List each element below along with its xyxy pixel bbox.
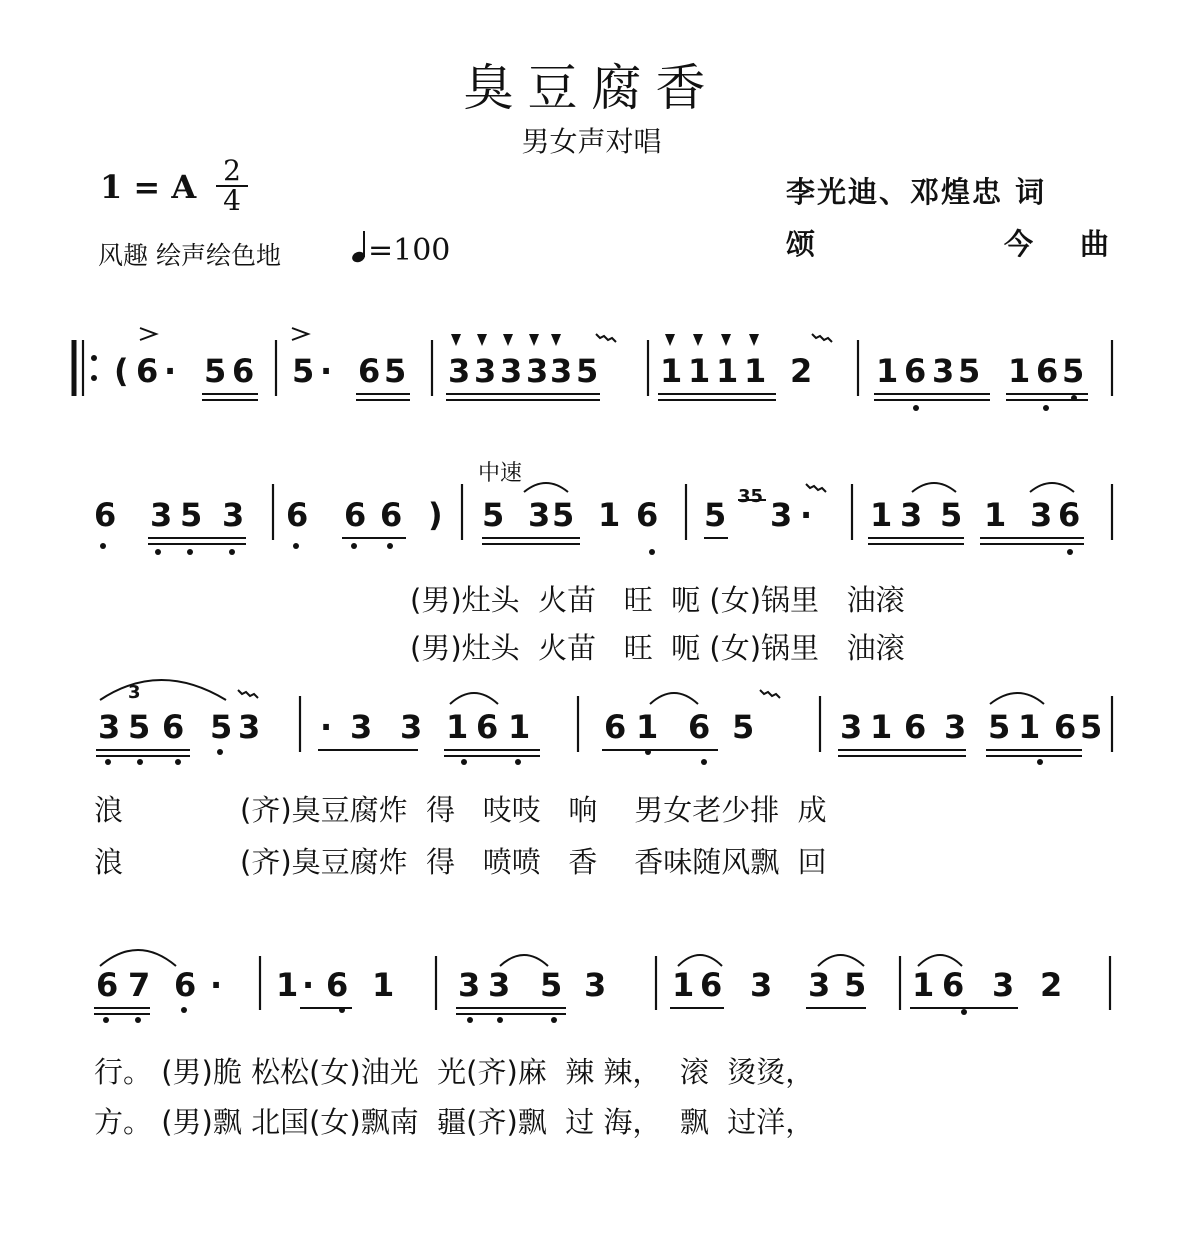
slur bbox=[818, 955, 864, 966]
song-title: 臭豆腐香 bbox=[463, 59, 720, 117]
notation-notes bbox=[94, 352, 1102, 1023]
note: 3 bbox=[98, 708, 121, 746]
octave-dot bbox=[135, 1017, 141, 1023]
octave-dot bbox=[649, 549, 655, 555]
octave-dot bbox=[461, 759, 467, 765]
note: 5 bbox=[844, 966, 867, 1004]
note: 3 bbox=[488, 966, 511, 1004]
staccato-mark bbox=[451, 334, 461, 346]
slur bbox=[990, 693, 1044, 704]
octave-dot bbox=[229, 549, 235, 555]
slur bbox=[1030, 483, 1074, 492]
note: 1 bbox=[984, 496, 1007, 534]
glissando-mark bbox=[812, 334, 832, 342]
slur bbox=[500, 955, 548, 966]
octave-dot bbox=[645, 749, 651, 755]
note: 1 bbox=[598, 496, 621, 534]
note: 6 bbox=[232, 352, 255, 390]
note: 5 bbox=[576, 352, 599, 390]
octave-dot bbox=[100, 543, 106, 549]
octave-dot bbox=[913, 405, 919, 411]
note: 6 bbox=[1054, 708, 1077, 746]
note: 6 bbox=[688, 708, 711, 746]
glissando-mark bbox=[596, 334, 616, 342]
octave-dot bbox=[387, 543, 393, 549]
octave-dot bbox=[515, 759, 521, 765]
augmentation-dot: · bbox=[164, 352, 177, 390]
note: 3 bbox=[500, 352, 523, 390]
slur bbox=[678, 955, 722, 966]
lyric-row4-verse2: 方。 (男)飘 北国(女)飘南 疆(齐)飘 过 海， 飘 过洋， bbox=[94, 1105, 815, 1139]
note: 6 bbox=[636, 496, 659, 534]
time-signature-top: 2 bbox=[223, 154, 241, 187]
note: 1 bbox=[508, 708, 531, 746]
lyric-row3-verse1-start: 浪 bbox=[94, 793, 124, 827]
staccato-mark bbox=[721, 334, 731, 346]
note: 6 bbox=[136, 352, 159, 390]
note: 3 bbox=[770, 496, 793, 534]
note: 3 bbox=[150, 496, 173, 534]
note: 1 bbox=[636, 708, 659, 746]
staccato-mark bbox=[693, 334, 703, 346]
octave-dot bbox=[155, 549, 161, 555]
accent-mark bbox=[292, 328, 308, 340]
slur bbox=[450, 693, 498, 704]
note: 5 bbox=[1080, 708, 1103, 746]
note: 1 bbox=[446, 708, 469, 746]
accent-mark bbox=[140, 328, 156, 340]
note: 6 bbox=[942, 966, 965, 1004]
octave-dot bbox=[187, 549, 193, 555]
note: 5 bbox=[384, 352, 407, 390]
note: 1 bbox=[716, 352, 739, 390]
octave-dot bbox=[961, 1009, 967, 1015]
note: 1 bbox=[870, 708, 893, 746]
note: 1 bbox=[672, 966, 695, 1004]
note: 1 bbox=[1008, 352, 1031, 390]
note: 5 bbox=[988, 708, 1011, 746]
slur bbox=[100, 680, 226, 700]
note: 1 bbox=[1018, 708, 1041, 746]
note: 5 bbox=[732, 708, 755, 746]
expression-marking: 风趣 绘声绘色地 bbox=[98, 241, 281, 270]
lyricist-credit: 李光迪、邓煌忠 词 bbox=[786, 175, 1047, 209]
note: 5 bbox=[1062, 352, 1085, 390]
note: 5 bbox=[204, 352, 227, 390]
note: 3 bbox=[238, 708, 261, 746]
octave-dot bbox=[1037, 759, 1043, 765]
glissando-mark bbox=[238, 690, 258, 698]
note: 6 bbox=[162, 708, 185, 746]
note: 7 bbox=[128, 966, 151, 1004]
composer-given-name: 今 bbox=[1004, 227, 1036, 261]
lyric-row3-verse2-start: 浪 bbox=[94, 845, 124, 879]
tempo-change-marking: 中速 bbox=[478, 461, 523, 486]
composer-surname: 颂 bbox=[786, 227, 818, 261]
octave-dot bbox=[351, 543, 357, 549]
lyric-row4-verse1: 行。 (男)脆 松松(女)油光 光(齐)麻 辣 辣， 滚 烫烫， bbox=[94, 1055, 815, 1089]
slur bbox=[100, 950, 176, 966]
note: 2 bbox=[790, 352, 813, 390]
lyric-row2-verse1: (男)灶头 火苗 旺 呃 (女)锅里 油滚 bbox=[410, 583, 905, 617]
octave-dot bbox=[497, 1017, 503, 1023]
note: 6 bbox=[344, 496, 367, 534]
grace-notes: 35 bbox=[738, 486, 764, 507]
repeat-dot bbox=[91, 375, 97, 381]
note: 3 bbox=[474, 352, 497, 390]
lyric-row3-verse2: (齐)臭豆腐炸 得 喷喷 香 香味随风飘 回 bbox=[240, 845, 827, 879]
staccato-mark bbox=[477, 334, 487, 346]
octave-dot bbox=[551, 1017, 557, 1023]
octave-dot bbox=[467, 1017, 473, 1023]
augmentation-dot: · bbox=[210, 966, 223, 1004]
slur bbox=[912, 483, 956, 492]
note: 3 bbox=[550, 352, 573, 390]
octave-dot bbox=[137, 759, 143, 765]
note: 3 bbox=[350, 708, 373, 746]
augmentation-dot: · bbox=[320, 708, 333, 746]
note: 1 bbox=[276, 966, 299, 1004]
note: 1 bbox=[372, 966, 395, 1004]
note: 3 bbox=[900, 496, 923, 534]
slur bbox=[650, 693, 698, 704]
time-signature-bottom: 4 bbox=[223, 184, 241, 217]
note: 2 bbox=[1040, 966, 1063, 1004]
slur bbox=[524, 483, 568, 492]
staccato-mark bbox=[665, 334, 675, 346]
bracket: ) bbox=[428, 496, 443, 534]
octave-dot bbox=[293, 543, 299, 549]
note: 6 bbox=[326, 966, 349, 1004]
note: 3 bbox=[222, 496, 245, 534]
note: 3 bbox=[448, 352, 471, 390]
note: 6 bbox=[904, 708, 927, 746]
song-subtitle: 男女声对唱 bbox=[521, 125, 662, 158]
note: 3 bbox=[526, 352, 549, 390]
note: 6 bbox=[286, 496, 309, 534]
lyric-row3-verse1: (齐)臭豆腐炸 得 吱吱 响 男女老少排 成 bbox=[240, 793, 827, 827]
octave-dot bbox=[105, 759, 111, 765]
note: 6 bbox=[904, 352, 927, 390]
note: 5 bbox=[540, 966, 563, 1004]
octave-dot bbox=[701, 759, 707, 765]
augmentation-dot: · bbox=[800, 496, 813, 534]
staccato-mark bbox=[529, 334, 539, 346]
note: 3 bbox=[458, 966, 481, 1004]
note: 6 bbox=[604, 708, 627, 746]
note: 5 bbox=[940, 496, 963, 534]
key-signature: 1 = A bbox=[100, 168, 197, 206]
staccato-mark bbox=[551, 334, 561, 346]
octave-dot bbox=[103, 1017, 109, 1023]
glissando-mark bbox=[806, 484, 826, 492]
note: 5 bbox=[292, 352, 315, 390]
octave-dot bbox=[217, 749, 223, 755]
staccato-mark bbox=[503, 334, 513, 346]
note: 6 bbox=[1036, 352, 1059, 390]
note: 5 bbox=[210, 708, 233, 746]
augmentation-dot: · bbox=[302, 966, 315, 1004]
note: 5 bbox=[180, 496, 203, 534]
bracket: ( bbox=[114, 352, 129, 390]
note: 3 bbox=[1030, 496, 1053, 534]
note: 5 bbox=[552, 496, 575, 534]
note: 1 bbox=[660, 352, 683, 390]
note: 1 bbox=[876, 352, 899, 390]
octave-dot bbox=[181, 1007, 187, 1013]
note: 6 bbox=[380, 496, 403, 534]
octave-dot bbox=[339, 1007, 345, 1013]
octave-dot bbox=[175, 759, 181, 765]
note: 3 bbox=[584, 966, 607, 1004]
composer-role: 曲 bbox=[1080, 227, 1112, 261]
note: 6 bbox=[96, 966, 119, 1004]
note: 3 bbox=[944, 708, 967, 746]
note: 1 bbox=[688, 352, 711, 390]
notation-decorations bbox=[74, 328, 1112, 1010]
triplet-mark: 3 bbox=[128, 682, 141, 703]
metronome-value: =100 bbox=[368, 233, 451, 268]
note: 6 bbox=[358, 352, 381, 390]
note: 3 bbox=[750, 966, 773, 1004]
note: 6 bbox=[94, 496, 117, 534]
note: 3 bbox=[932, 352, 955, 390]
note: 3 bbox=[992, 966, 1015, 1004]
lyric-row2-verse2: (男)灶头 火苗 旺 呃 (女)锅里 油滚 bbox=[410, 631, 905, 665]
glissando-mark bbox=[760, 690, 780, 698]
note: 3 bbox=[840, 708, 863, 746]
note: 3 bbox=[400, 708, 423, 746]
note: 1 bbox=[912, 966, 935, 1004]
staccato-mark bbox=[749, 334, 759, 346]
octave-dot bbox=[1071, 395, 1077, 401]
note: 3 bbox=[528, 496, 551, 534]
octave-dot bbox=[1067, 549, 1073, 555]
note: 5 bbox=[482, 496, 505, 534]
note: 6 bbox=[174, 966, 197, 1004]
note: 5 bbox=[958, 352, 981, 390]
slur bbox=[918, 955, 962, 966]
note: 6 bbox=[476, 708, 499, 746]
note: 1 bbox=[744, 352, 767, 390]
note: 5 bbox=[128, 708, 151, 746]
note: 6 bbox=[700, 966, 723, 1004]
note: 1 bbox=[870, 496, 893, 534]
note: 5 bbox=[704, 496, 727, 534]
note: 6 bbox=[1058, 496, 1081, 534]
augmentation-dot: · bbox=[320, 352, 333, 390]
repeat-dot bbox=[91, 355, 97, 361]
octave-dot bbox=[1043, 405, 1049, 411]
note: 3 bbox=[808, 966, 831, 1004]
